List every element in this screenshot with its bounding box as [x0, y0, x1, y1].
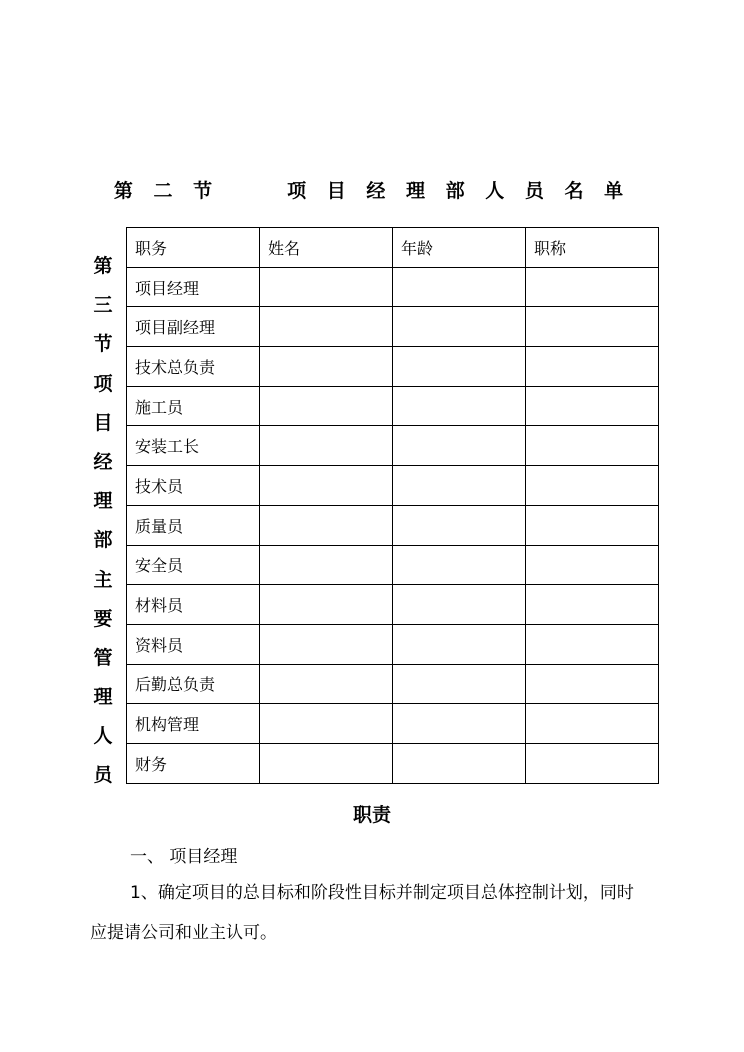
cell-title [526, 466, 659, 506]
cell-title [526, 386, 659, 426]
cell-position: 安装工长 [127, 426, 260, 466]
cell-title [526, 704, 659, 744]
table-row [127, 704, 659, 744]
vertical-title-char: 主 [93, 568, 113, 591]
cell-age [393, 704, 526, 744]
cell-age [393, 386, 526, 426]
cell-name [260, 466, 393, 506]
table-row [127, 664, 659, 704]
cell-name [260, 704, 393, 744]
cell-position: 施工员 [127, 386, 260, 426]
cell-title [526, 267, 659, 307]
cell-name [260, 743, 393, 783]
header-name: 姓名 [260, 228, 393, 268]
header-age: 年龄 [393, 228, 526, 268]
subheading-project-manager: 一、 项目经理 [130, 847, 238, 867]
cell-title [526, 624, 659, 664]
table-row [127, 545, 659, 585]
cell-age [393, 743, 526, 783]
vertical-section-title [90, 252, 116, 801]
cell-title [526, 585, 659, 625]
cell-position: 项目副经理 [127, 307, 260, 347]
vertical-title-char: 要 [93, 607, 113, 630]
cell-title [526, 505, 659, 545]
vertical-title-char: 项 [93, 372, 113, 395]
cell-title [526, 743, 659, 783]
table-row [127, 505, 659, 545]
cell-position: 后勤总负责 [127, 664, 260, 704]
cell-title [526, 307, 659, 347]
cell-title [526, 426, 659, 466]
cell-title [526, 545, 659, 585]
cell-position: 材料员 [127, 585, 260, 625]
cell-position: 质量员 [127, 505, 260, 545]
vertical-title-char: 管 [93, 646, 113, 669]
table-row [127, 307, 659, 347]
cell-position: 安全员 [127, 545, 260, 585]
header-position: 职务 [127, 228, 260, 268]
table-row [127, 386, 659, 426]
vertical-title-char: 第 [93, 255, 113, 277]
cell-age [393, 426, 526, 466]
vertical-title-char: 部 [93, 529, 113, 552]
cell-name [260, 267, 393, 307]
cell-age [393, 466, 526, 506]
vertical-title-char: 三 [93, 294, 113, 317]
vertical-title-char: 员 [93, 764, 113, 787]
cell-position: 项目经理 [127, 267, 260, 307]
cell-title [526, 664, 659, 704]
cell-position: 机构管理 [127, 704, 260, 744]
vertical-title-char: 目 [93, 411, 113, 434]
section-title: 第 二 节 项 目 经 理 部 人 员 名 单 [113, 180, 631, 202]
cell-age [393, 505, 526, 545]
paragraph-line-2: 应提请公司和业主认可。 [90, 923, 277, 943]
cell-name [260, 347, 393, 387]
cell-name [260, 386, 393, 426]
responsibilities-heading: 职责 [352, 804, 391, 826]
table-row [127, 743, 659, 783]
cell-name [260, 624, 393, 664]
cell-name [260, 545, 393, 585]
cell-position: 技术员 [127, 466, 260, 506]
cell-name [260, 585, 393, 625]
cell-name [260, 505, 393, 545]
paragraph-line-1: 1、确定项目的总目标和阶段性目标并制定项目总体控制计划，同时 [130, 883, 634, 903]
table-row [127, 426, 659, 466]
cell-age [393, 545, 526, 585]
cell-age [393, 664, 526, 704]
vertical-title-char: 理 [93, 686, 113, 709]
vertical-title-char: 理 [93, 490, 113, 513]
table-row [127, 466, 659, 506]
cell-age [393, 267, 526, 307]
cell-name [260, 307, 393, 347]
cell-title [526, 347, 659, 387]
vertical-title-char: 节 [93, 333, 113, 356]
cell-age [393, 585, 526, 625]
cell-name [260, 426, 393, 466]
table-row [127, 624, 659, 664]
cell-position: 技术总负责 [127, 347, 260, 387]
table-row [127, 585, 659, 625]
cell-position: 资料员 [127, 624, 260, 664]
table-header-row [127, 228, 659, 268]
cell-age [393, 307, 526, 347]
vertical-title-char: 人 [93, 725, 113, 748]
cell-position: 财务 [127, 743, 260, 783]
cell-age [393, 347, 526, 387]
header-title: 职称 [526, 228, 659, 268]
vertical-title-char: 经 [93, 450, 113, 473]
staff-roster-table [126, 227, 659, 784]
table-row [127, 347, 659, 387]
cell-age [393, 624, 526, 664]
table-row [127, 267, 659, 307]
cell-name [260, 664, 393, 704]
